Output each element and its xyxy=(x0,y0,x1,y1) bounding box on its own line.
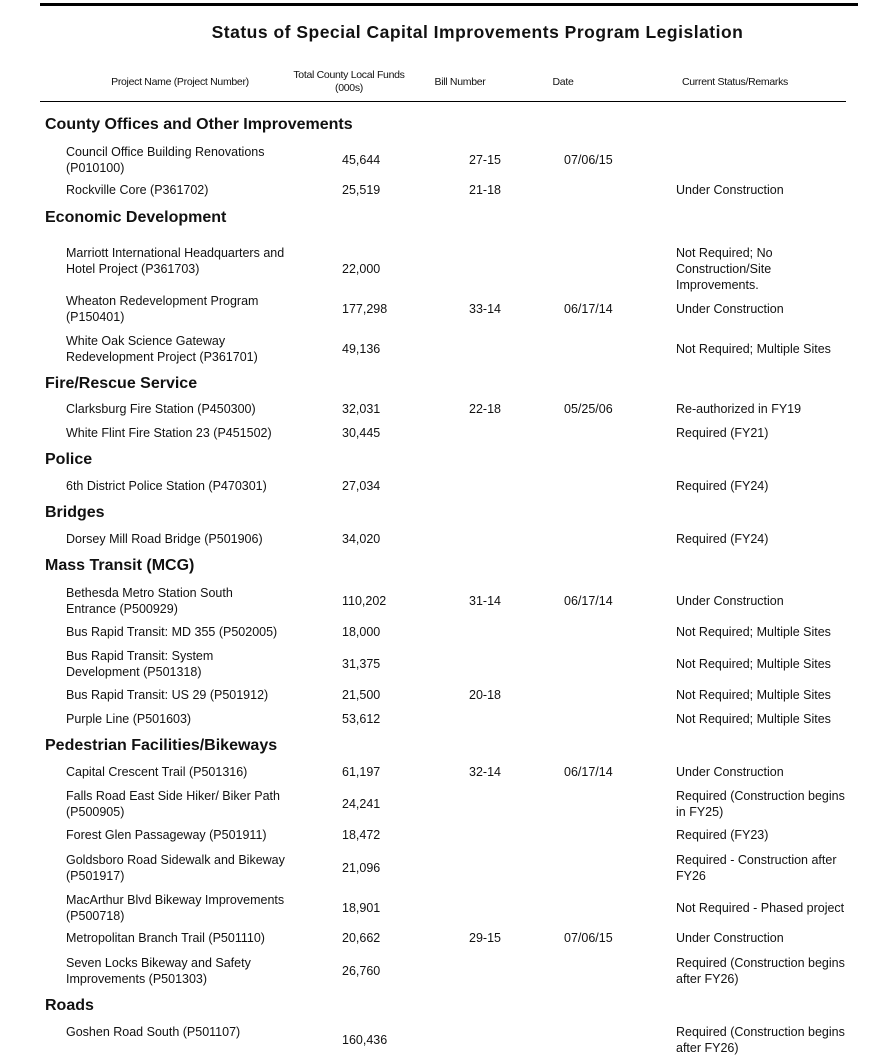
section-title: Bridges xyxy=(45,504,105,521)
bill-number-cell: 31-14 xyxy=(469,594,501,608)
column-header-status: Current Status/Remarks xyxy=(681,76,789,88)
bill-number-cell: 21-18 xyxy=(469,183,501,197)
project-name-cell: White Flint Fire Station 23 (P451502) xyxy=(66,426,272,440)
status-cell: Not Required; Multiple Sites xyxy=(676,342,831,356)
project-name-cell: 6th District Police Station (P470301) xyxy=(66,479,267,493)
section-title: Pedestrian Facilities/Bikeways xyxy=(45,737,278,754)
funds-cell: 24,241 xyxy=(342,797,381,811)
status-cell: Required (FY23) xyxy=(676,828,769,842)
section-title: Police xyxy=(45,451,93,468)
funds-cell: 21,096 xyxy=(342,861,381,875)
funds-cell: 25,519 xyxy=(342,183,381,197)
funds-cell: 160,436 xyxy=(342,1033,388,1047)
status-cell: Not Required; Multiple Sites xyxy=(676,712,831,726)
status-cell: Not Required - Phased project xyxy=(676,901,845,915)
top-rule xyxy=(40,3,858,6)
status-cell: Not Required; Multiple Sites xyxy=(676,657,831,671)
project-name-cell: Goldsboro Road Sidewalk and Bikeway (P501917) xyxy=(66,853,285,883)
project-name-cell: Metropolitan Branch Trail (P501110) xyxy=(66,931,265,945)
status-cell: Required (FY21) xyxy=(676,426,769,440)
funds-cell: 32,031 xyxy=(342,402,381,416)
status-cell: Under Construction xyxy=(676,302,784,316)
funds-cell: 45,644 xyxy=(342,153,381,167)
column-header-funds-line2: (000s) xyxy=(335,82,363,94)
project-name-cell: Clarksburg Fire Station (P450300) xyxy=(66,402,256,416)
status-cell: Not Required; Multiple Sites xyxy=(676,625,831,639)
status-cell: Required - Construction after FY26 xyxy=(676,853,837,883)
section-title: County Offices and Other Improvements xyxy=(45,116,353,133)
project-name-cell: Forest Glen Passageway (P501911) xyxy=(66,828,267,842)
section-title: Roads xyxy=(45,997,94,1014)
section-title: Economic Development xyxy=(45,209,227,226)
status-cell: Under Construction xyxy=(676,765,784,779)
project-name-cell: White Oak Science Gateway Redevelopment Project (P361701) xyxy=(66,334,258,364)
funds-cell: 110,202 xyxy=(342,594,387,608)
date-cell: 07/06/15 xyxy=(564,153,613,167)
funds-cell: 20,662 xyxy=(342,931,381,945)
funds-cell: 22,000 xyxy=(342,262,381,276)
funds-cell: 49,136 xyxy=(342,342,381,356)
status-cell: Not Required; No Construction/Site Improvements. xyxy=(676,246,773,292)
funds-cell: 34,020 xyxy=(342,532,381,546)
funds-cell: 27,034 xyxy=(342,479,381,493)
funds-cell: 18,901 xyxy=(342,901,381,915)
status-cell: Under Construction xyxy=(676,594,784,608)
status-cell: Required (FY24) xyxy=(676,479,769,493)
column-header-funds-line1: Total County Local Funds xyxy=(293,69,405,81)
project-name-cell: Capital Crescent Trail (P501316) xyxy=(66,765,248,779)
project-name-cell: Falls Road East Side Hiker/ Biker Path (P500905) xyxy=(66,789,280,819)
status-cell: Required (Construction begins after FY26) xyxy=(676,956,845,986)
project-name-cell: Marriott International Headquarters and Hotel Project (P361703) xyxy=(66,246,285,276)
status-cell: Under Construction xyxy=(676,183,784,197)
status-cell: Required (Construction begins after FY26) xyxy=(676,1025,845,1055)
table-header xyxy=(40,68,846,100)
date-cell: 06/17/14 xyxy=(564,765,613,779)
bill-number-cell: 32-14 xyxy=(469,765,501,779)
funds-cell: 21,500 xyxy=(342,688,381,702)
section-title: Mass Transit (MCG) xyxy=(45,557,195,574)
project-name-cell: MacArthur Blvd Bikeway Improvements (P500718) xyxy=(66,893,285,923)
project-name-cell: Seven Locks Bikeway and Safety Improvements (P501303) xyxy=(66,956,251,986)
funds-cell: 31,375 xyxy=(342,657,381,671)
project-name-cell: Bus Rapid Transit: US 29 (P501912) xyxy=(66,688,269,702)
bill-number-cell: 29-15 xyxy=(469,931,501,945)
header-rule xyxy=(40,101,846,102)
date-cell: 07/06/15 xyxy=(564,931,613,945)
funds-cell: 177,298 xyxy=(342,302,388,316)
project-name-cell: Purple Line (P501603) xyxy=(66,712,192,726)
project-name-cell: Rockville Core (P361702) xyxy=(66,183,209,197)
funds-cell: 30,445 xyxy=(342,426,381,440)
funds-cell: 18,000 xyxy=(342,625,381,639)
section-title: Fire/Rescue Service xyxy=(45,375,198,392)
date-cell: 06/17/14 xyxy=(564,594,613,608)
column-header-date: Date xyxy=(552,76,574,88)
column-header-funds xyxy=(285,69,413,95)
bill-number-cell: 20-18 xyxy=(469,688,501,702)
bill-number-cell: 22-18 xyxy=(469,402,501,416)
status-cell: Under Construction xyxy=(676,931,784,945)
column-header-bill-number: Bill Number xyxy=(434,76,486,88)
project-name-cell: Bus Rapid Transit: MD 355 (P502005) xyxy=(66,625,278,639)
status-cell: Re-authorized in FY19 xyxy=(676,402,802,416)
status-cell: Required (FY24) xyxy=(676,532,769,546)
project-name-cell: Bethesda Metro Station South Entrance (P500929) xyxy=(66,586,233,616)
status-cell: Not Required; Multiple Sites xyxy=(676,688,831,702)
page-title: Status of Special Capital Improvements Program Legislation xyxy=(211,22,744,42)
project-name-cell: Wheaton Redevelopment Program (P150401) xyxy=(66,294,259,324)
funds-cell: 53,612 xyxy=(342,712,381,726)
bill-number-cell: 27-15 xyxy=(469,153,501,167)
column-header-project-name: Project Name (Project Number) xyxy=(111,76,249,88)
bill-number-cell: 33-14 xyxy=(469,302,501,316)
date-cell: 05/25/06 xyxy=(564,402,613,416)
project-name-cell: Goshen Road South (P501107) xyxy=(66,1025,241,1039)
funds-cell: 26,760 xyxy=(342,964,381,978)
funds-cell: 18,472 xyxy=(342,828,381,842)
funds-cell: 61,197 xyxy=(342,765,381,779)
date-cell: 06/17/14 xyxy=(564,302,613,316)
project-name-cell: Dorsey Mill Road Bridge (P501906) xyxy=(66,532,263,546)
project-name-cell: Council Office Building Renovations (P010100) xyxy=(66,145,265,175)
project-name-cell: Bus Rapid Transit: System Development (P501318) xyxy=(66,649,214,679)
status-cell: Required (Construction begins in FY25) xyxy=(676,789,845,819)
